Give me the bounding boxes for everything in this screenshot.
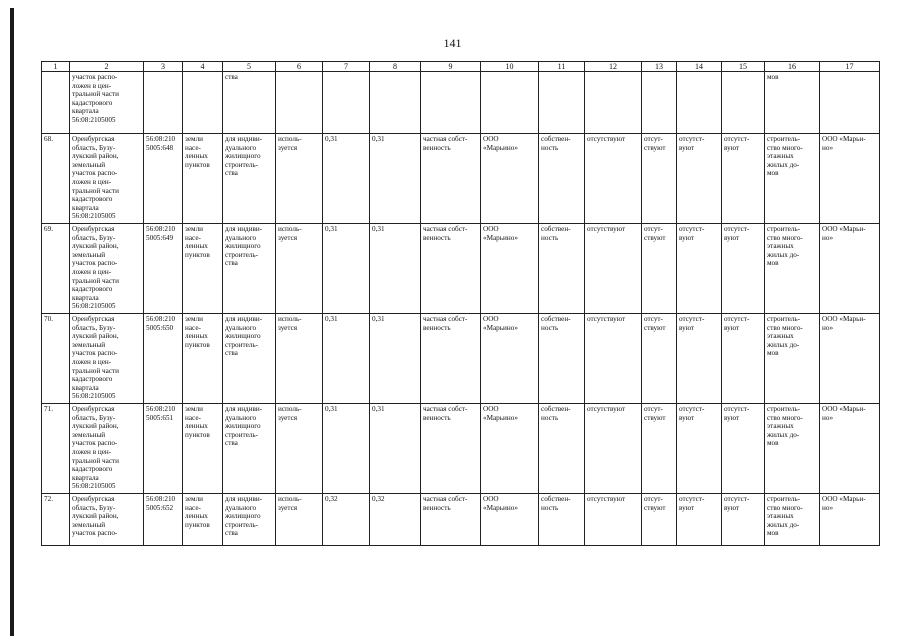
cell-col-12: отсутствуют <box>585 404 642 494</box>
cell-col-14: отсутст- вуют <box>677 134 722 224</box>
cell-col-12: отсутствуют <box>585 314 642 404</box>
cell-col-4: земли насе- ленных пунктов <box>183 494 223 546</box>
cell-col-9: частная собст- венность <box>421 494 481 546</box>
cell-col-13: отсут- ствуют <box>642 224 677 314</box>
cell-col-8: 0,31 <box>370 314 421 404</box>
cell-col-3 <box>144 72 183 134</box>
cell-col-1: 71. <box>42 404 70 494</box>
column-number-1: 1 <box>42 62 70 72</box>
cell-col-5: для индиви- дуального жилищного строитель- ства <box>223 404 276 494</box>
page-number: 141 <box>443 36 462 50</box>
column-number-16: 16 <box>765 62 820 72</box>
cell-col-7: 0,31 <box>323 404 370 494</box>
cell-col-8: 0,31 <box>370 224 421 314</box>
cell-col-8: 0,31 <box>370 404 421 494</box>
cell-col-9: частная собст- венность <box>421 224 481 314</box>
cell-col-9: частная собст- венность <box>421 134 481 224</box>
cell-col-11: собствен- ность <box>539 314 585 404</box>
column-number-2: 2 <box>70 62 144 72</box>
cell-col-13: отсут- ствуют <box>642 314 677 404</box>
cell-col-14: отсутст- вуют <box>677 224 722 314</box>
cell-col-11: собствен- ность <box>539 224 585 314</box>
cell-col-14 <box>677 72 722 134</box>
cell-col-9 <box>421 72 481 134</box>
cell-col-3: 56:08:210 5005:649 <box>144 224 183 314</box>
cell-col-16: строитель- ство много- этажных жилых до- мов <box>765 494 820 546</box>
cell-col-10: ООО «Марьино» <box>481 404 539 494</box>
cell-col-6: исполь- зуется <box>276 494 323 546</box>
column-number-6: 6 <box>276 62 323 72</box>
column-number-7: 7 <box>323 62 370 72</box>
cell-col-16: строитель- ство много- этажных жилых до- мов <box>765 134 820 224</box>
cell-col-12: отсутствуют <box>585 224 642 314</box>
cell-col-15: отсутст- вуют <box>722 314 765 404</box>
cell-col-17: ООО «Марьи- но» <box>820 134 880 224</box>
cell-col-16: строитель- ство много- этажных жилых до- мов <box>765 314 820 404</box>
cell-col-11: собствен- ность <box>539 404 585 494</box>
cell-col-4: земли насе- ленных пунктов <box>183 314 223 404</box>
cell-col-1: 70. <box>42 314 70 404</box>
cell-col-14: отсутст- вуют <box>677 314 722 404</box>
cell-col-15: отсутст- вуют <box>722 494 765 546</box>
cell-col-2: Оренбургская область, Бузу- лукский район, земельный участок распо- ложен в цен- тральной части кадастрового квартала 56:08:2105005 <box>70 404 144 494</box>
cell-col-6 <box>276 72 323 134</box>
cell-col-17 <box>820 72 880 134</box>
cell-col-7: 0,31 <box>323 314 370 404</box>
cell-col-15: отсутст- вуют <box>722 224 765 314</box>
column-number-15: 15 <box>722 62 765 72</box>
column-number-9: 9 <box>421 62 481 72</box>
cell-col-14: отсутст- вуют <box>677 404 722 494</box>
cell-col-10: ООО «Марьино» <box>481 314 539 404</box>
cell-col-7: 0,32 <box>323 494 370 546</box>
column-number-8: 8 <box>370 62 421 72</box>
cell-col-6: исполь- зуется <box>276 224 323 314</box>
cell-col-7: 0,31 <box>323 134 370 224</box>
cell-col-4 <box>183 72 223 134</box>
column-number-5: 5 <box>223 62 276 72</box>
cell-col-15: отсутст- вуют <box>722 134 765 224</box>
cell-col-13 <box>642 72 677 134</box>
cell-col-3: 56:08:210 5005:652 <box>144 494 183 546</box>
cell-col-5: ства <box>223 72 276 134</box>
column-number-13: 13 <box>642 62 677 72</box>
cell-col-15 <box>722 72 765 134</box>
cell-col-5: для индиви- дуального жилищного строитель- ства <box>223 134 276 224</box>
cell-col-3: 56:08:210 5005:651 <box>144 404 183 494</box>
column-number-4: 4 <box>183 62 223 72</box>
cell-col-6: исполь- зуется <box>276 404 323 494</box>
land-plot-registry-table <box>41 61 880 546</box>
cell-col-15: отсутст- вуют <box>722 404 765 494</box>
table-row <box>42 314 880 404</box>
cell-col-4: земли насе- ленных пунктов <box>183 224 223 314</box>
column-number-12: 12 <box>585 62 642 72</box>
column-number-14: 14 <box>677 62 722 72</box>
cell-col-6: исполь- зуется <box>276 134 323 224</box>
table-row <box>42 494 880 546</box>
column-number-11: 11 <box>539 62 585 72</box>
cell-col-3: 56:08:210 5005:650 <box>144 314 183 404</box>
cell-col-11: собствен- ность <box>539 494 585 546</box>
cell-col-4: земли насе- ленных пунктов <box>183 404 223 494</box>
binder-margin-bar <box>10 8 14 636</box>
cell-col-12: отсутствуют <box>585 134 642 224</box>
cell-col-12 <box>585 72 642 134</box>
cell-col-1: 68. <box>42 134 70 224</box>
column-number-3: 3 <box>144 62 183 72</box>
cell-col-10: ООО «Марьино» <box>481 224 539 314</box>
cell-col-17: ООО «Марьи- но» <box>820 224 880 314</box>
column-number-10: 10 <box>481 62 539 72</box>
cell-col-11 <box>539 72 585 134</box>
cell-col-17: ООО «Марьи- но» <box>820 494 880 546</box>
cell-col-8: 0,32 <box>370 494 421 546</box>
cell-col-2: Оренбургская область, Бузу- лукский район, земельный участок распо- ложен в цен- тральной части кадастрового квартала 56:08:2105005 <box>70 314 144 404</box>
cell-col-2: Оренбургская область, Бузу- лукский район, земельный участок распо- ложен в цен- тральной части кадастрового квартала 56:08:2105005 <box>70 134 144 224</box>
cell-col-7: 0,31 <box>323 224 370 314</box>
table-row <box>42 134 880 224</box>
cell-col-10 <box>481 72 539 134</box>
cell-col-10: ООО «Марьино» <box>481 134 539 224</box>
cell-col-17: ООО «Марьи- но» <box>820 314 880 404</box>
cell-col-6: исполь- зуется <box>276 314 323 404</box>
cell-col-11: собствен- ность <box>539 134 585 224</box>
cell-col-16: строитель- ство много- этажных жилых до- мов <box>765 404 820 494</box>
cell-col-10: ООО «Марьино» <box>481 494 539 546</box>
column-number-17: 17 <box>820 62 880 72</box>
cell-col-9: частная собст- венность <box>421 404 481 494</box>
cell-col-16: мов <box>765 72 820 134</box>
cell-col-5: для индиви- дуального жилищного строитель- ства <box>223 314 276 404</box>
continuation-row <box>42 72 880 134</box>
cell-col-17: ООО «Марьи- но» <box>820 404 880 494</box>
table-row <box>42 404 880 494</box>
cell-col-1: 69. <box>42 224 70 314</box>
cell-col-13: отсут- ствуют <box>642 494 677 546</box>
cell-col-13: отсут- ствуют <box>642 404 677 494</box>
table-row <box>42 224 880 314</box>
cell-col-2: Оренбургская область, Бузу- лукский район, земельный участок распо- <box>70 494 144 546</box>
cell-col-9: частная собст- венность <box>421 314 481 404</box>
cell-col-1 <box>42 72 70 134</box>
cell-col-14: отсутст- вуют <box>677 494 722 546</box>
cell-col-3: 56:08:210 5005:648 <box>144 134 183 224</box>
cell-col-8 <box>370 72 421 134</box>
cell-col-12: отсутствуют <box>585 494 642 546</box>
cell-col-1: 72. <box>42 494 70 546</box>
cell-col-5: для индиви- дуального жилищного строитель- ства <box>223 494 276 546</box>
cell-col-16: строитель- ство много- этажных жилых до- мов <box>765 224 820 314</box>
cell-col-5: для индиви- дуального жилищного строитель- ства <box>223 224 276 314</box>
cell-col-2: Оренбургская область, Бузу- лукский район, земельный участок распо- ложен в цен- тральной части кадастрового квартала 56:08:2105005 <box>70 224 144 314</box>
cell-col-13: отсут- ствуют <box>642 134 677 224</box>
cell-col-7 <box>323 72 370 134</box>
column-number-header <box>42 62 880 72</box>
cell-col-8: 0,31 <box>370 134 421 224</box>
cell-col-2: участок распо- ложен в цен- тральной части кадастрового квартала 56:08:2105005 <box>70 72 144 134</box>
cell-col-4: земли насе- ленных пунктов <box>183 134 223 224</box>
